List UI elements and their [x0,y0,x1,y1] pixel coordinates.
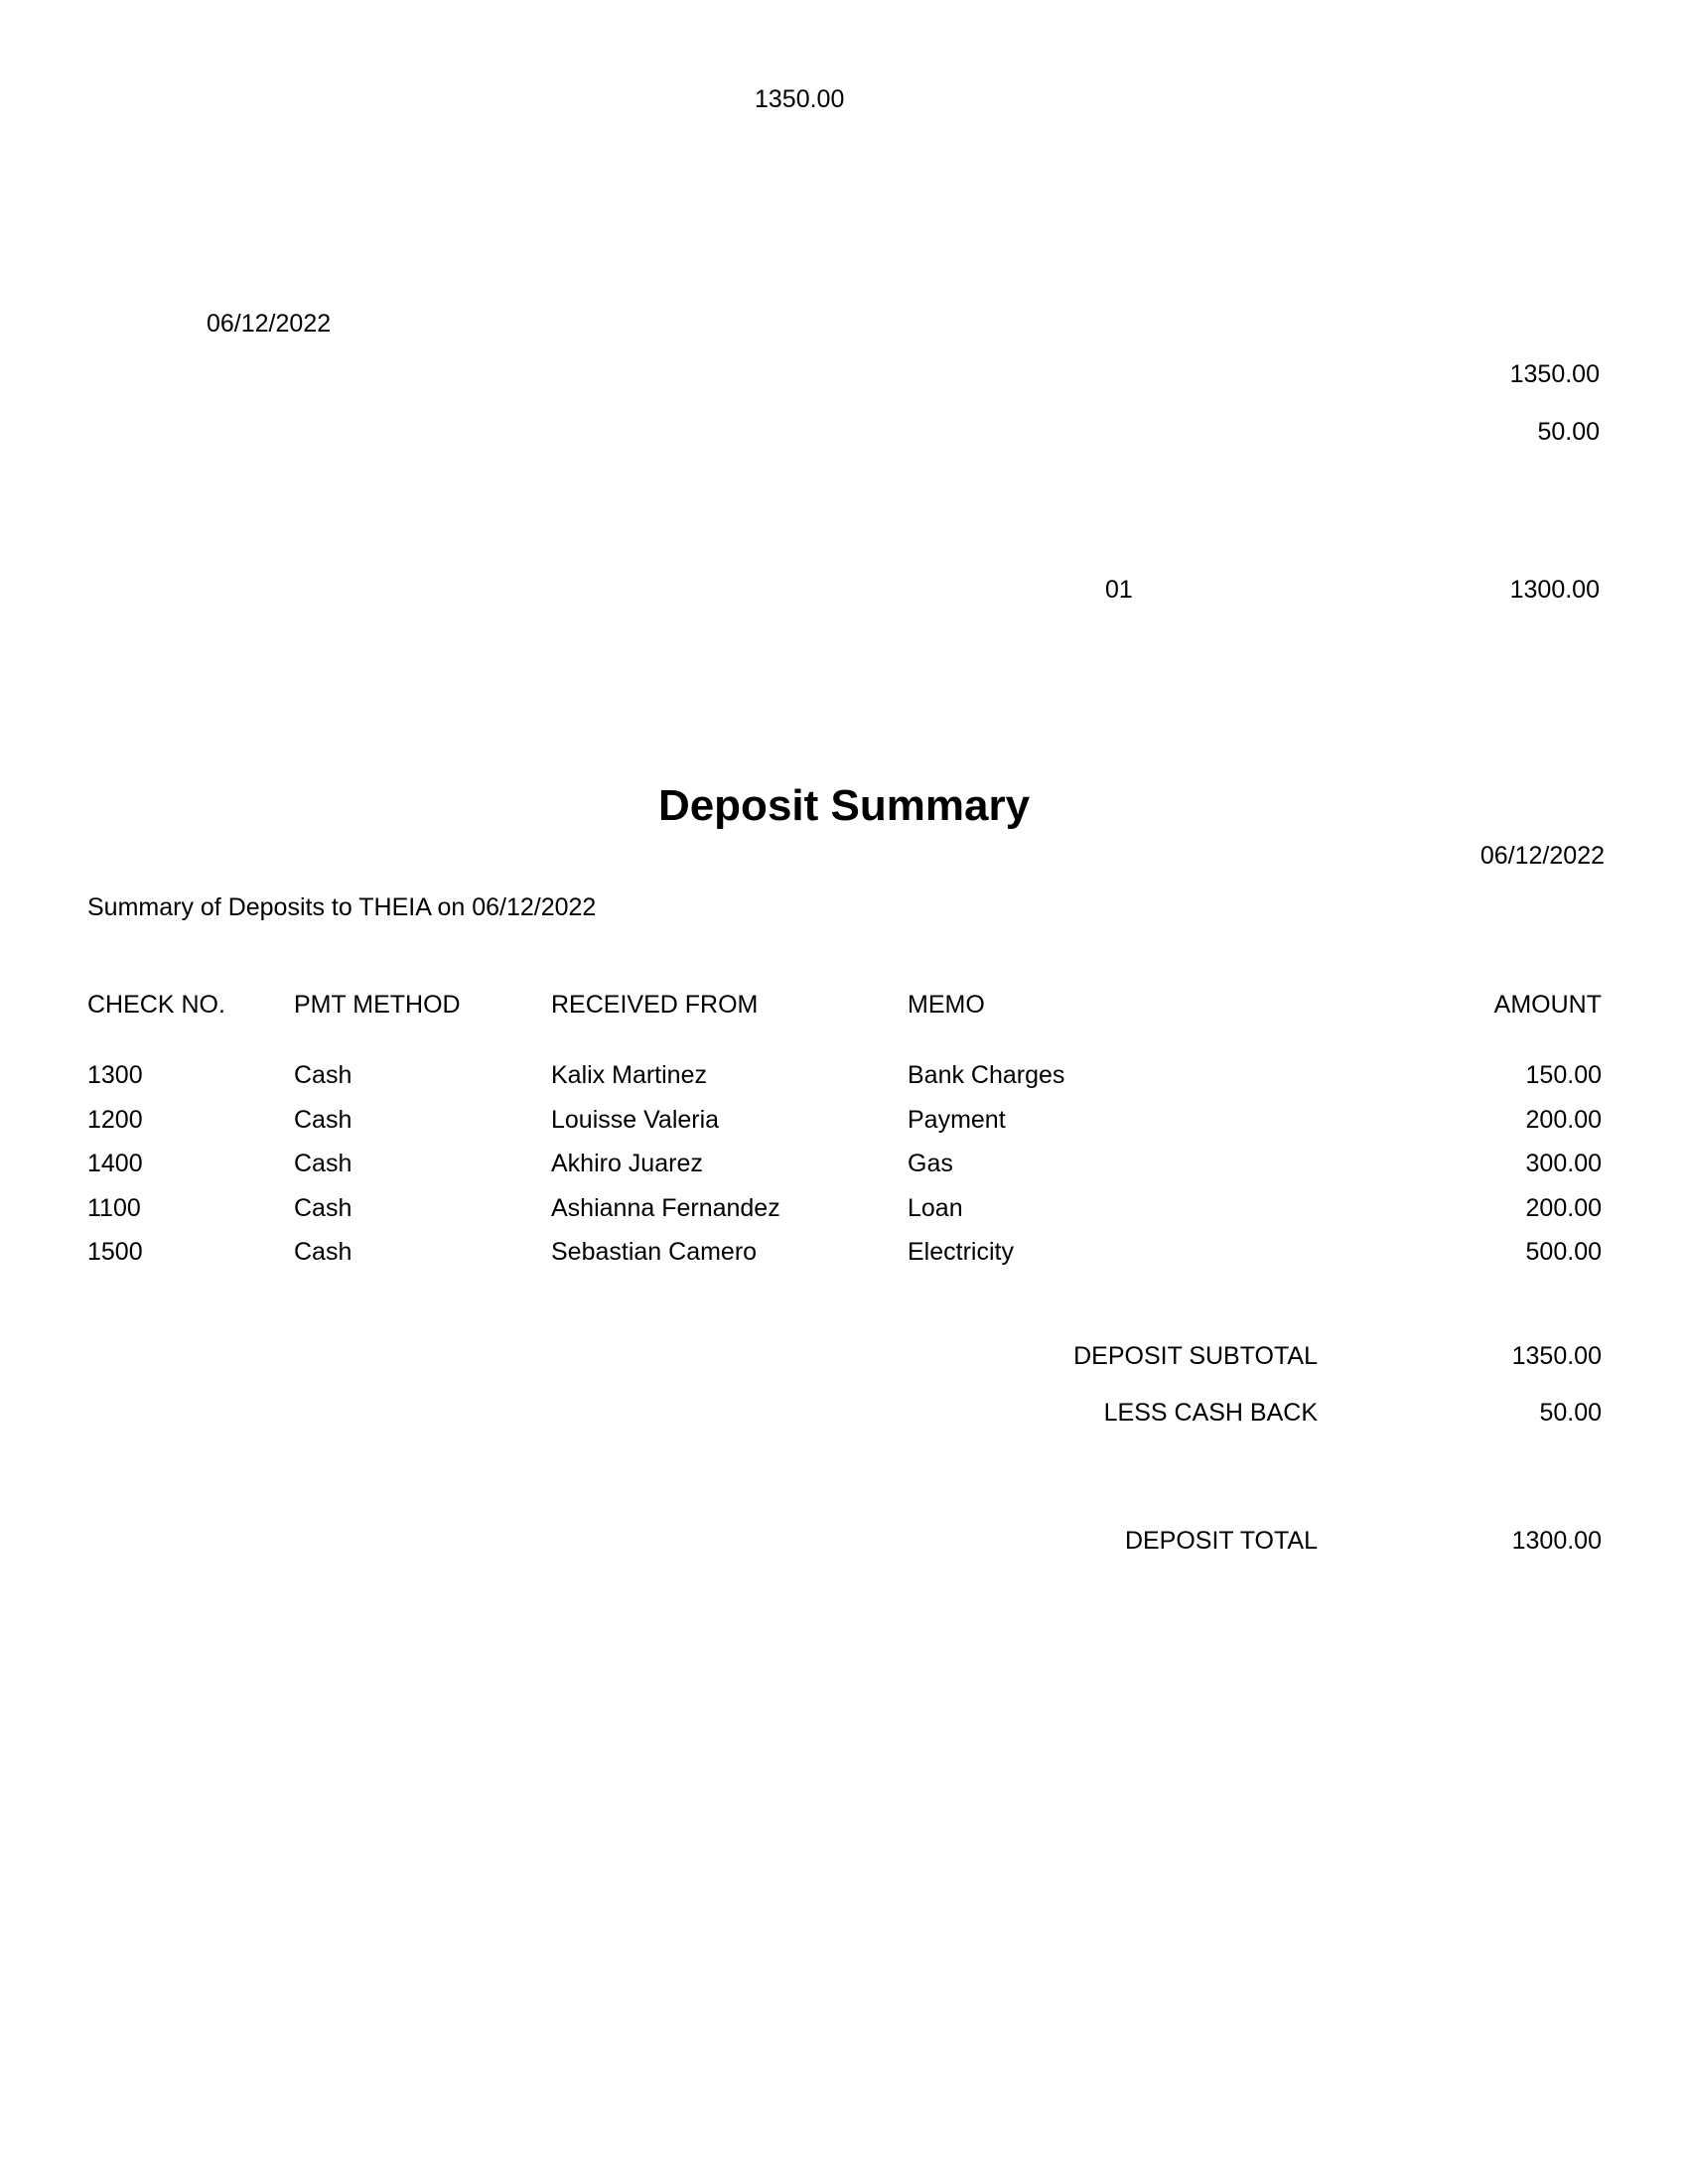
report-date: 06/12/2022 [1479,842,1605,870]
page-title: Deposit Summary [657,781,1031,830]
header-pmt-method: PMT METHOD [294,991,461,1019]
cell-memo: Electricity [908,1238,1014,1266]
summary-line: Summary of Deposits to THEIA on 06/12/2022 [87,893,597,921]
cell-amount: 200.00 [1525,1194,1602,1222]
slip-net-deposit: 1300.00 [1509,576,1600,604]
cell-received-from: Sebastian Camero [551,1238,758,1266]
cell-check-no: 1300 [87,1061,143,1089]
cell-pmt-method: Cash [294,1150,352,1177]
cell-check-no: 1500 [87,1238,143,1266]
slip-subtotal: 1350.00 [1509,360,1600,388]
slip-cash-back: 50.00 [1537,418,1600,446]
cell-amount: 150.00 [1525,1061,1602,1089]
slip-items-count: 01 [1105,576,1133,604]
cell-received-from: Akhiro Juarez [551,1150,703,1177]
header-amount: AMOUNT [1493,991,1602,1019]
deposit-total-value: 1300.00 [1511,1527,1602,1555]
cell-amount: 300.00 [1525,1150,1602,1177]
cell-check-no: 1400 [87,1150,143,1177]
cell-check-no: 1200 [87,1106,143,1134]
cell-pmt-method: Cash [294,1106,352,1134]
cell-received-from: Louisse Valeria [551,1106,720,1134]
less-cash-back-value: 50.00 [1539,1399,1602,1427]
slip-date: 06/12/2022 [207,310,332,338]
deposit-subtotal-value: 1350.00 [1511,1342,1602,1370]
cell-received-from: Ashianna Fernandez [551,1194,780,1222]
cell-pmt-method: Cash [294,1061,352,1089]
cell-check-no: 1100 [87,1194,141,1222]
deposit-subtotal-label: DEPOSIT SUBTOTAL [1073,1342,1318,1370]
cell-memo: Payment [908,1106,1006,1134]
cell-pmt-method: Cash [294,1238,352,1266]
deposit-total-label: DEPOSIT TOTAL [1124,1527,1318,1555]
header-memo: MEMO [908,991,985,1019]
cell-memo: Bank Charges [908,1061,1065,1089]
slip-total-top: 1350.00 [755,85,845,113]
header-check-no: CHECK NO. [87,991,225,1019]
header-received-from: RECEIVED FROM [551,991,759,1019]
cell-pmt-method: Cash [294,1194,352,1222]
cell-amount: 500.00 [1525,1238,1602,1266]
cell-amount: 200.00 [1525,1106,1602,1134]
cell-memo: Loan [908,1194,963,1222]
cell-memo: Gas [908,1150,953,1177]
less-cash-back-label: LESS CASH BACK [1103,1399,1318,1427]
cell-received-from: Kalix Martinez [551,1061,707,1089]
